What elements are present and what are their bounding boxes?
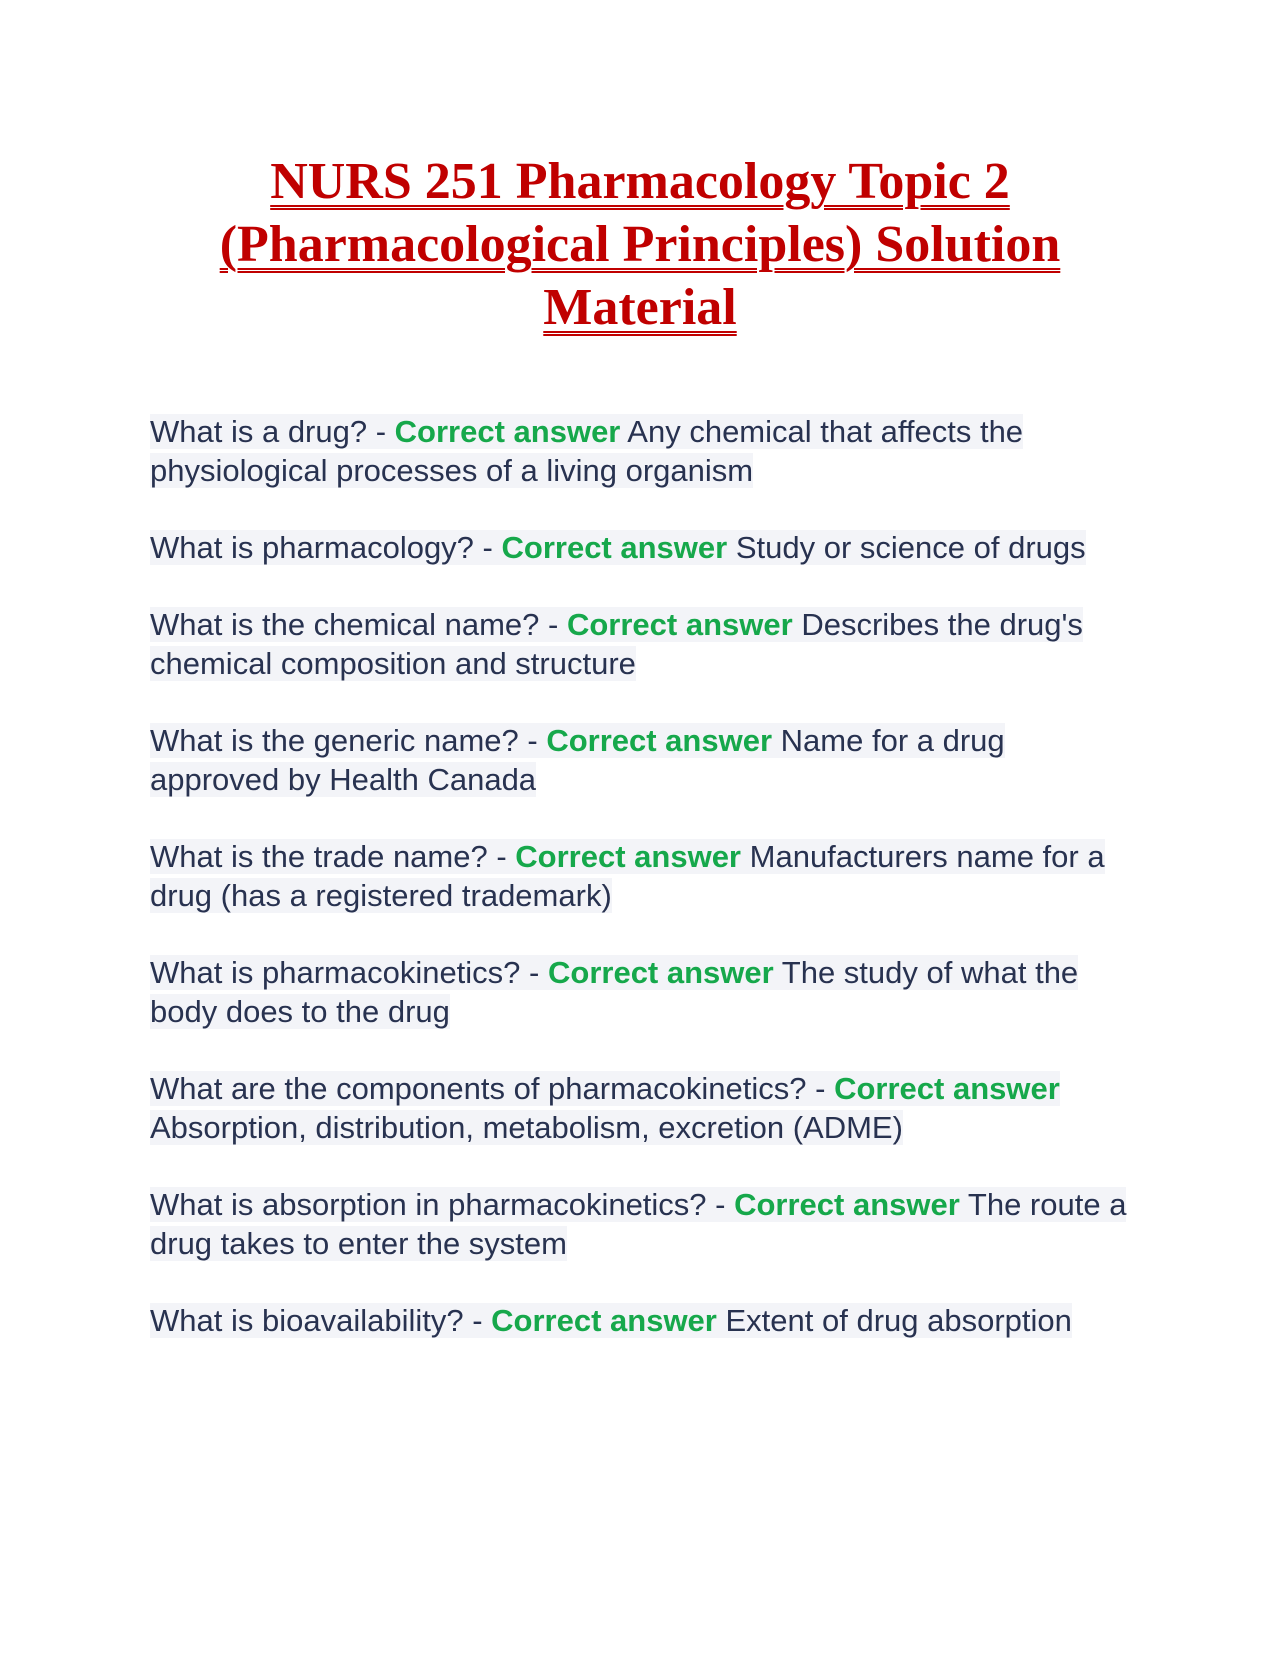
qa-item [150, 1301, 1130, 1340]
qa-item [150, 1069, 1130, 1147]
qa-item [150, 837, 1130, 915]
qa-list [150, 412, 1130, 1378]
separator: - [539, 607, 567, 642]
answer-label: Correct answer [491, 1303, 717, 1338]
qa-highlight [150, 723, 1005, 797]
qa-highlight [150, 414, 1023, 488]
qa-item [150, 953, 1130, 1031]
answer-label: Correct answer [546, 723, 773, 758]
question-text: What are the components of pharmacokinetics? [150, 1071, 807, 1106]
question-text: What is a drug? [150, 414, 368, 449]
separator: - [367, 414, 395, 449]
answer-label: Correct answer [734, 1187, 960, 1222]
separator: - [518, 723, 547, 758]
answer-text: Any chemical that affects the physiological processes of a living organism [150, 414, 1024, 488]
separator: - [706, 1187, 735, 1222]
answer-text: Study or science of drugs [735, 530, 1086, 565]
separator: - [487, 839, 516, 874]
separator: - [806, 1071, 835, 1106]
answer-text: Describes the drug's chemical composition and structure [150, 607, 1083, 681]
qa-item [150, 528, 1130, 567]
qa-item [150, 1185, 1130, 1263]
qa-highlight [150, 839, 1105, 913]
answer-text: Absorption, distribution, metabolism, excretion (ADME) [150, 1110, 903, 1145]
answer-label: Correct answer [515, 839, 742, 874]
qa-highlight [150, 1071, 1060, 1145]
question-text: What is pharmacokinetics? [150, 955, 521, 990]
separator: - [520, 955, 548, 990]
answer-label: Correct answer [566, 607, 793, 642]
question-text: What is the trade name? [150, 839, 488, 874]
answer-label: Correct answer [394, 414, 621, 449]
qa-highlight [150, 607, 1083, 681]
answer-text: Name for a drug approved by Health Canada [150, 723, 1005, 797]
question-text: What is the chemical name? [150, 607, 540, 642]
separator: - [473, 530, 502, 565]
qa-highlight [150, 530, 1086, 565]
answer-text: Manufacturers name for a drug (has a registered trademark) [150, 839, 1105, 913]
qa-item [150, 605, 1130, 683]
qa-highlight [150, 1303, 1072, 1338]
answer-text: The study of what the body does to the drug [150, 955, 1079, 1029]
question-text: What is bioavailability? [150, 1303, 464, 1338]
document-title [150, 150, 1130, 339]
qa-highlight [150, 1187, 1126, 1261]
answer-label: Correct answer [834, 1071, 1060, 1106]
qa-highlight [150, 955, 1078, 1029]
qa-item [150, 721, 1130, 799]
question-text: What is pharmacology? [150, 530, 474, 565]
document-title-text: NURS 251 Pharmacology Topic 2 (Pharmacological Principles) Solution Material [219, 153, 1061, 336]
answer-text: Extent of drug absorption [725, 1303, 1072, 1338]
answer-label: Correct answer [501, 530, 728, 565]
question-text: What is absorption in pharmacokinetics? [150, 1187, 707, 1222]
qa-item [150, 412, 1130, 490]
separator: - [463, 1303, 492, 1338]
answer-label: Correct answer [548, 955, 774, 990]
answer-text: The route a drug takes to enter the system [150, 1187, 1127, 1261]
question-text: What is the generic name? [150, 723, 519, 758]
